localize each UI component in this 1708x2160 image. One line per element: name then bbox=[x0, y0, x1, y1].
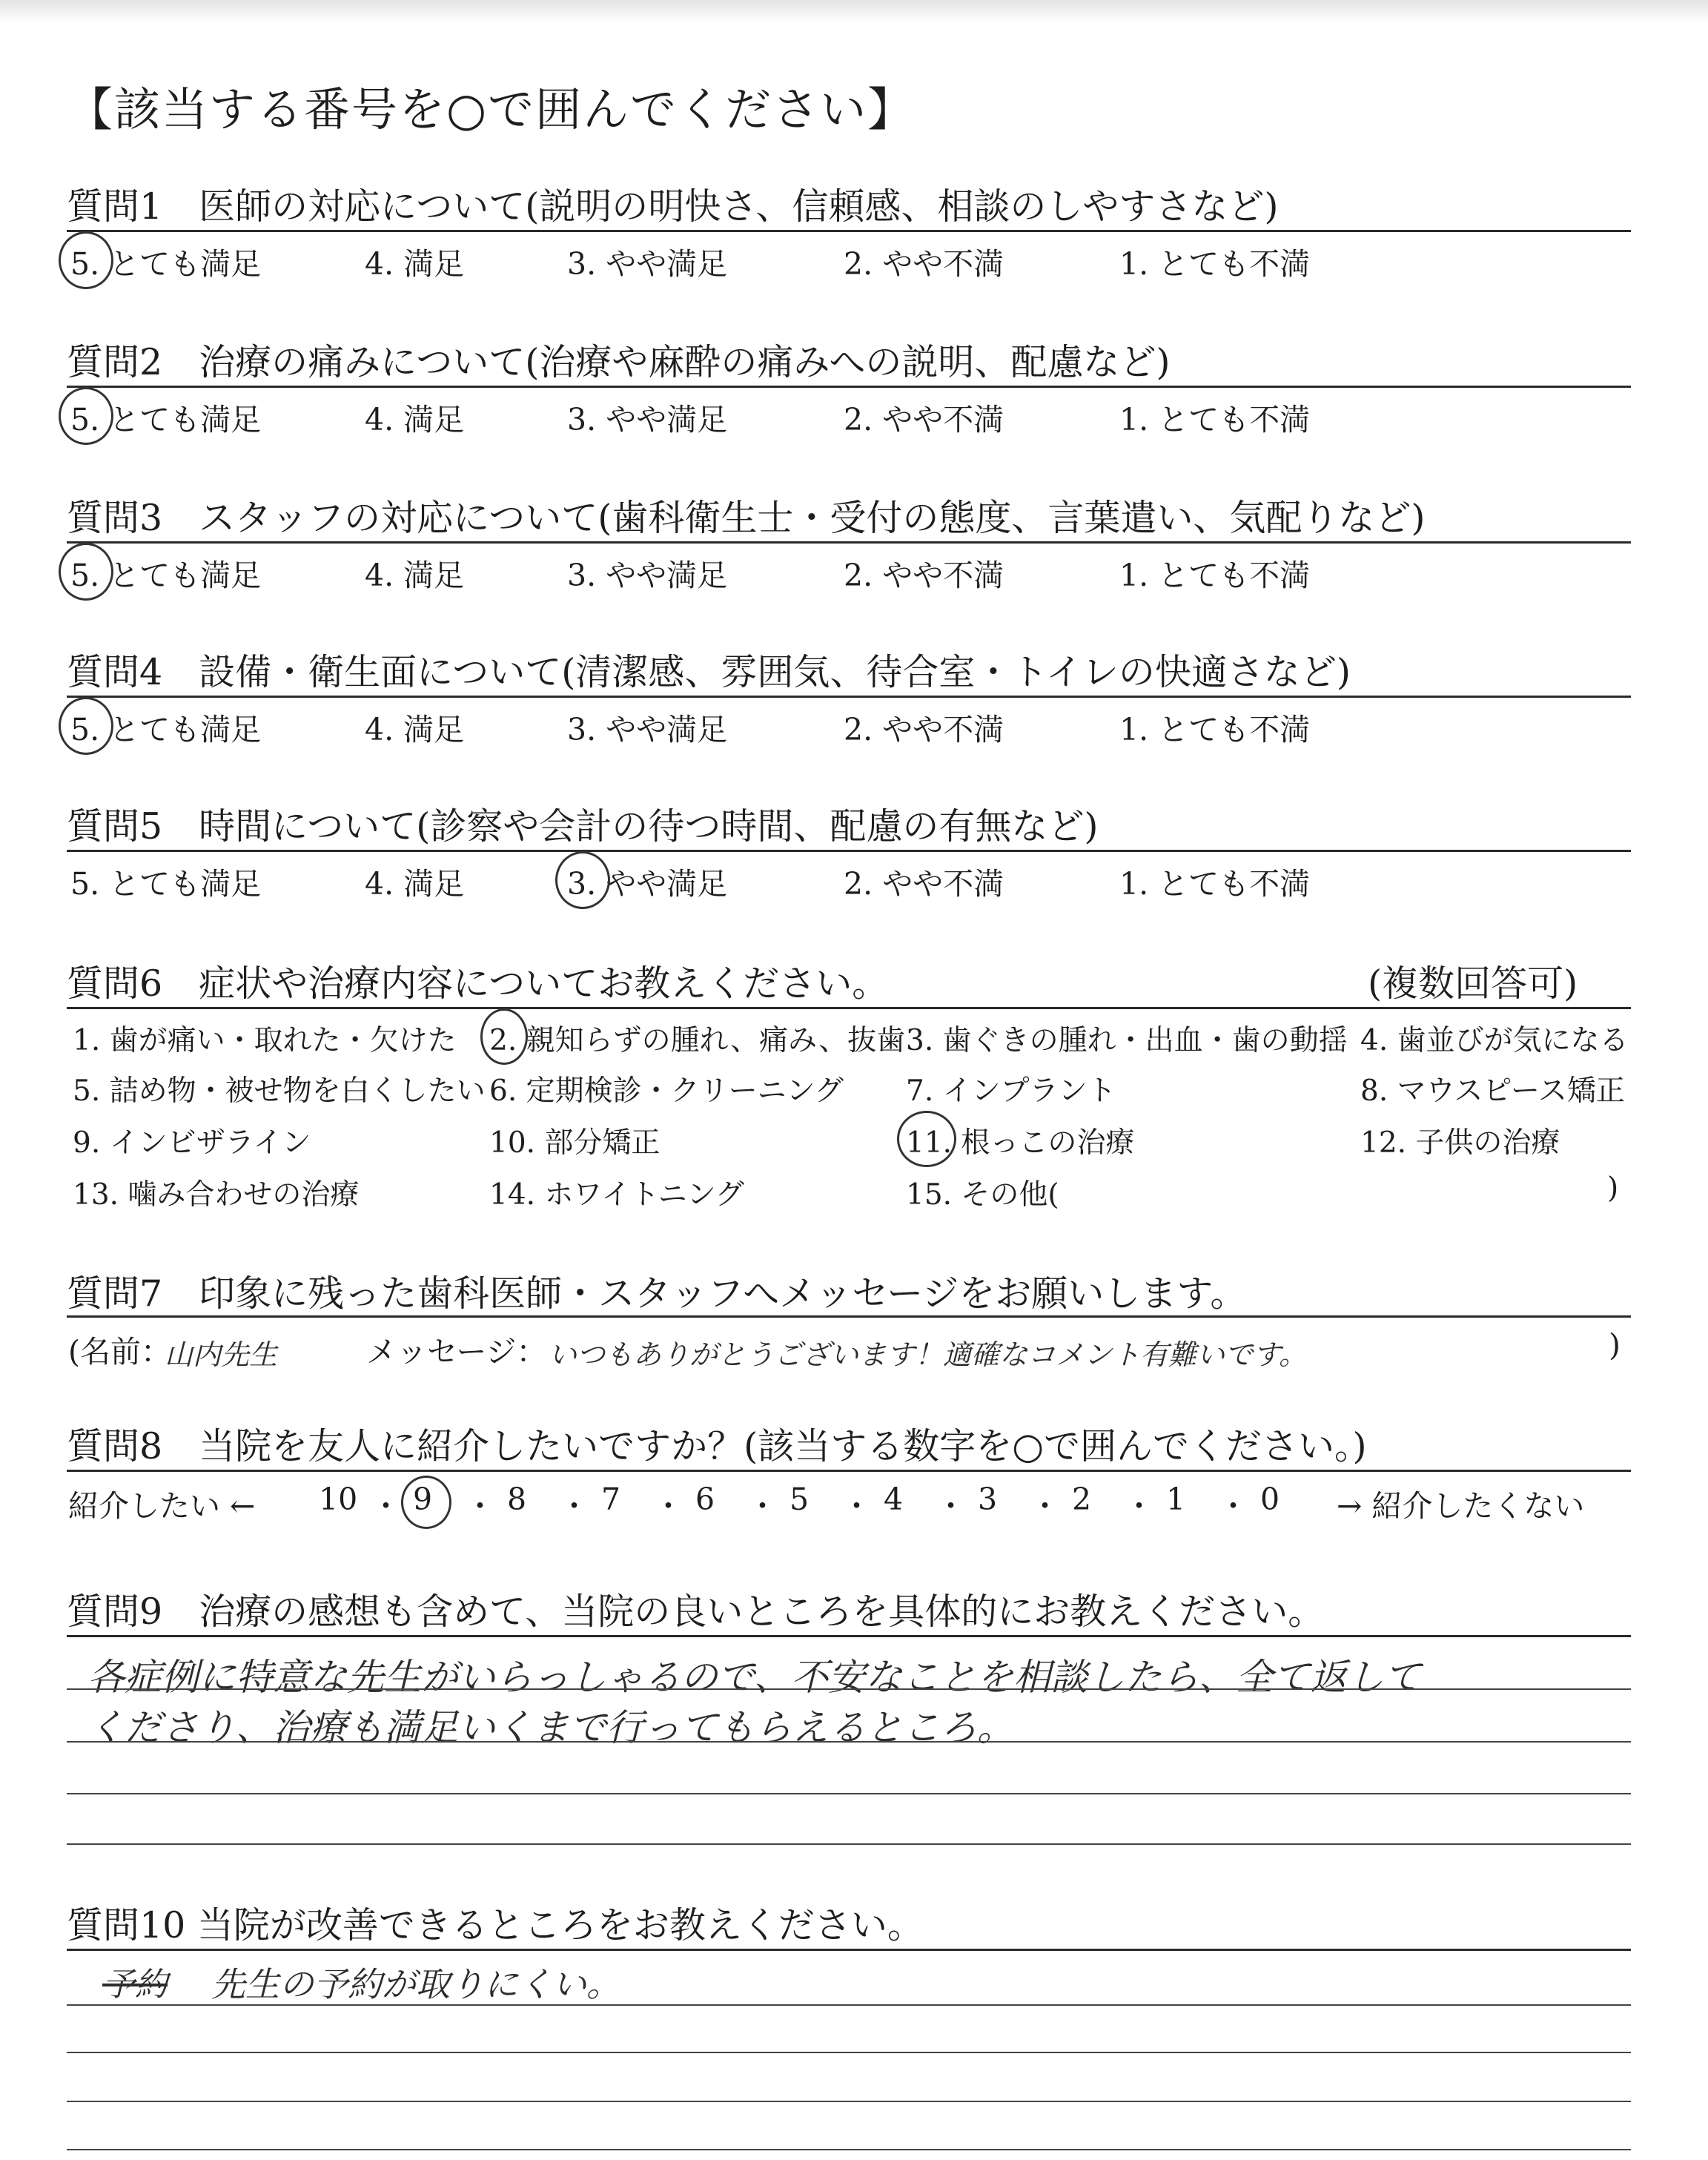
q8-scale-number[interactable]: 9 bbox=[413, 1482, 433, 1517]
rating-question-title: 質問4 設備・衛生面について(清潔感、雰囲気、待合室・トイレの快適さなど) bbox=[67, 651, 1351, 693]
q9-answer-line-2[interactable]: くださり、治療も満足いくまで行ってもらえるところ。 bbox=[87, 1706, 1014, 1749]
rating-option[interactable]: 1. とても不満 bbox=[1119, 402, 1311, 437]
q8-separator: ・ bbox=[841, 1488, 872, 1524]
q8-rule bbox=[67, 1470, 1631, 1472]
q8-scale-number[interactable]: 6 bbox=[695, 1482, 715, 1517]
q10-writing-line bbox=[67, 2149, 1631, 2150]
q8-separator: ・ bbox=[936, 1488, 966, 1524]
rating-option[interactable]: 3. やや満足 bbox=[567, 402, 728, 437]
q8-scale-number[interactable]: 0 bbox=[1260, 1482, 1280, 1517]
q6-choice[interactable]: 9. インビザライン bbox=[73, 1126, 311, 1160]
rating-question-rule bbox=[67, 541, 1631, 544]
selection-circle bbox=[59, 231, 113, 289]
selection-circle bbox=[59, 697, 113, 755]
q8-scale-number[interactable]: 7 bbox=[601, 1482, 621, 1517]
rating-option[interactable]: 3. やや満足 bbox=[567, 712, 728, 747]
rating-option[interactable]: 2. やや不満 bbox=[844, 558, 1004, 593]
q7-rule bbox=[67, 1315, 1631, 1318]
q8-scale-number[interactable]: 4 bbox=[884, 1482, 904, 1517]
rating-question-rule bbox=[67, 230, 1631, 232]
q9-title: 質問9 治療の感想も含めて、当院の良いところを具体的にお教えください。 bbox=[67, 1591, 1325, 1633]
selection-circle bbox=[59, 387, 113, 445]
q10-writing-line bbox=[67, 2052, 1631, 2053]
selection-circle bbox=[555, 851, 610, 909]
q9-rule bbox=[67, 1635, 1631, 1637]
rating-question-rule bbox=[67, 696, 1631, 698]
rating-option[interactable]: 4. 満足 bbox=[365, 246, 465, 282]
rating-option[interactable]: 2. やや不満 bbox=[844, 246, 1004, 282]
rating-option[interactable]: 5. とても満足 bbox=[70, 246, 262, 282]
q6-choice[interactable]: 12. 子供の治療 bbox=[1360, 1126, 1560, 1160]
q7-message-label: メッセージ： bbox=[366, 1334, 547, 1370]
q6-multiple-note: (複数回答可) bbox=[1368, 962, 1578, 1005]
rating-question-title: 質問3 スタッフの対応について(歯科衛生士・受付の態度、言葉遣い、気配りなど) bbox=[67, 497, 1426, 539]
q10-answer[interactable]: 先生の予約が取りにくい。 bbox=[211, 1964, 620, 2004]
q7-name-label: (名前： bbox=[68, 1334, 171, 1370]
rating-question-title: 質問5 時間について(診察や会計の待つ時間、配慮の有無など) bbox=[67, 805, 1099, 848]
q10-writing-line bbox=[67, 2004, 1631, 2006]
q8-separator: ・ bbox=[747, 1488, 778, 1524]
q8-scale-number[interactable]: 2 bbox=[1072, 1482, 1092, 1517]
q8-scale-number[interactable]: 1 bbox=[1166, 1482, 1186, 1517]
selection-circle bbox=[480, 1008, 528, 1065]
q6-choice[interactable]: 10. 部分矯正 bbox=[489, 1126, 661, 1160]
q10-struck-word: 予約 bbox=[102, 1966, 168, 2004]
q9-writing-line bbox=[67, 1741, 1631, 1743]
rating-option[interactable]: 1. とても不満 bbox=[1119, 246, 1311, 282]
selection-circle bbox=[897, 1111, 956, 1167]
q9-writing-line bbox=[67, 1688, 1631, 1690]
q9-writing-line bbox=[67, 1843, 1631, 1845]
q6-choice[interactable]: 13. 噛み合わせの治療 bbox=[73, 1178, 360, 1212]
rating-option[interactable]: 4. 満足 bbox=[365, 712, 465, 747]
rating-question-title: 質問2 治療の痛みについて(治療や麻酔の痛みへの説明、配慮など) bbox=[67, 341, 1171, 383]
q8-scale-number[interactable]: 3 bbox=[978, 1482, 998, 1517]
rating-option[interactable]: 4. 満足 bbox=[365, 558, 465, 593]
selection-circle bbox=[401, 1476, 451, 1529]
rating-option[interactable]: 4. 満足 bbox=[365, 866, 465, 902]
q8-separator: ・ bbox=[653, 1488, 683, 1524]
q8-left-label: 紹介したい ← bbox=[68, 1488, 256, 1524]
q8-scale-number[interactable]: 5 bbox=[790, 1482, 810, 1517]
q9-answer-line-1[interactable]: 各症例に特意な先生がいらっしゃるので、不安なことを相談したら、全て返して bbox=[87, 1656, 1421, 1699]
q6-choice[interactable]: 14. ホワイトニング bbox=[489, 1178, 744, 1212]
scan-top-shadow bbox=[0, 0, 1708, 22]
q6-choice[interactable]: 11. 根っこの治療 bbox=[906, 1126, 1135, 1160]
selection-circle bbox=[59, 543, 113, 601]
q7-close-paren: ) bbox=[1609, 1327, 1621, 1363]
rating-option[interactable]: 2. やや不満 bbox=[844, 866, 1004, 902]
q6-choice[interactable]: 2. 親知らずの腫れ、痛み、抜歯 bbox=[489, 1024, 906, 1057]
q7-name-value[interactable]: 山内先生 bbox=[165, 1338, 278, 1371]
q9-writing-line bbox=[67, 1793, 1631, 1794]
q6-choice[interactable]: 8. マウスピース矯正 bbox=[1360, 1074, 1625, 1108]
q7-title: 質問7 印象に残った歯科医師・スタッフへメッセージをお願いします。 bbox=[67, 1272, 1247, 1315]
rating-option[interactable]: 5. とても満足 bbox=[70, 558, 262, 593]
q6-choice[interactable]: 3. 歯ぐきの腫れ・出血・歯の動揺 bbox=[906, 1024, 1348, 1057]
rating-option[interactable]: 1. とても不満 bbox=[1119, 712, 1311, 747]
rating-option[interactable]: 5. とても満足 bbox=[70, 866, 262, 902]
rating-option[interactable]: 4. 満足 bbox=[365, 402, 465, 437]
q8-title: 質問8 当院を友人に紹介したいですか？(該当する数字を○で囲んでください。) bbox=[67, 1425, 1367, 1467]
rating-option[interactable]: 1. とても不満 bbox=[1119, 866, 1311, 902]
rating-question-rule bbox=[67, 850, 1631, 852]
instruction-heading: 【該当する番号を○で囲んでください】 bbox=[67, 82, 916, 136]
q6-rule bbox=[67, 1007, 1631, 1009]
q6-choice[interactable]: 4. 歯並びが気になる bbox=[1360, 1024, 1629, 1057]
q6-choice[interactable]: 5. 詰め物・被せ物を白くしたい bbox=[73, 1074, 486, 1108]
rating-option[interactable]: 2. やや不満 bbox=[844, 402, 1004, 437]
q8-separator: ・ bbox=[371, 1488, 401, 1524]
rating-option[interactable]: 3. やや満足 bbox=[567, 558, 728, 593]
q8-separator: ・ bbox=[1218, 1488, 1248, 1524]
q8-scale-number[interactable]: 8 bbox=[507, 1482, 527, 1517]
q8-right-label: → 紹介したくない bbox=[1337, 1488, 1585, 1524]
q10-title: 質問10 当院が改善できるところをお教えください。 bbox=[67, 1904, 924, 1946]
rating-option[interactable]: 5. とても満足 bbox=[70, 402, 262, 437]
rating-option[interactable]: 5. とても満足 bbox=[70, 712, 262, 747]
rating-option[interactable]: 3. やや満足 bbox=[567, 866, 728, 902]
q6-choice[interactable]: 7. インプラント bbox=[906, 1074, 1116, 1108]
q8-separator: ・ bbox=[1124, 1488, 1154, 1524]
q7-message-value[interactable]: いつもありがとうございます！適確なコメント有難いです。 bbox=[549, 1338, 1307, 1371]
q8-separator: ・ bbox=[465, 1488, 495, 1524]
q6-choice[interactable]: 15. その他( bbox=[906, 1178, 1059, 1212]
q8-separator: ・ bbox=[1030, 1488, 1060, 1524]
q10-writing-line bbox=[67, 2101, 1631, 2102]
q6-choice[interactable]: 1. 歯が痛い・取れた・欠けた bbox=[73, 1024, 457, 1057]
rating-question-rule bbox=[67, 386, 1631, 388]
q6-choice[interactable]: 6. 定期検診・クリーニング bbox=[489, 1074, 844, 1108]
q8-scale-number[interactable]: 10 bbox=[319, 1482, 358, 1517]
rating-question-title: 質問1 医師の対応について(説明の明快さ、信頼感、相談のしやすさなど) bbox=[67, 185, 1279, 228]
rating-option[interactable]: 1. とても不満 bbox=[1119, 558, 1311, 593]
rating-option[interactable]: 2. やや不満 bbox=[844, 712, 1004, 747]
q6-choice: ) bbox=[1607, 1172, 1619, 1205]
q6-title: 質問6 症状や治療内容についてお教えください。 bbox=[67, 962, 889, 1005]
q10-rule bbox=[67, 1949, 1631, 1951]
rating-option[interactable]: 3. やや満足 bbox=[567, 246, 728, 282]
q8-separator: ・ bbox=[559, 1488, 589, 1524]
